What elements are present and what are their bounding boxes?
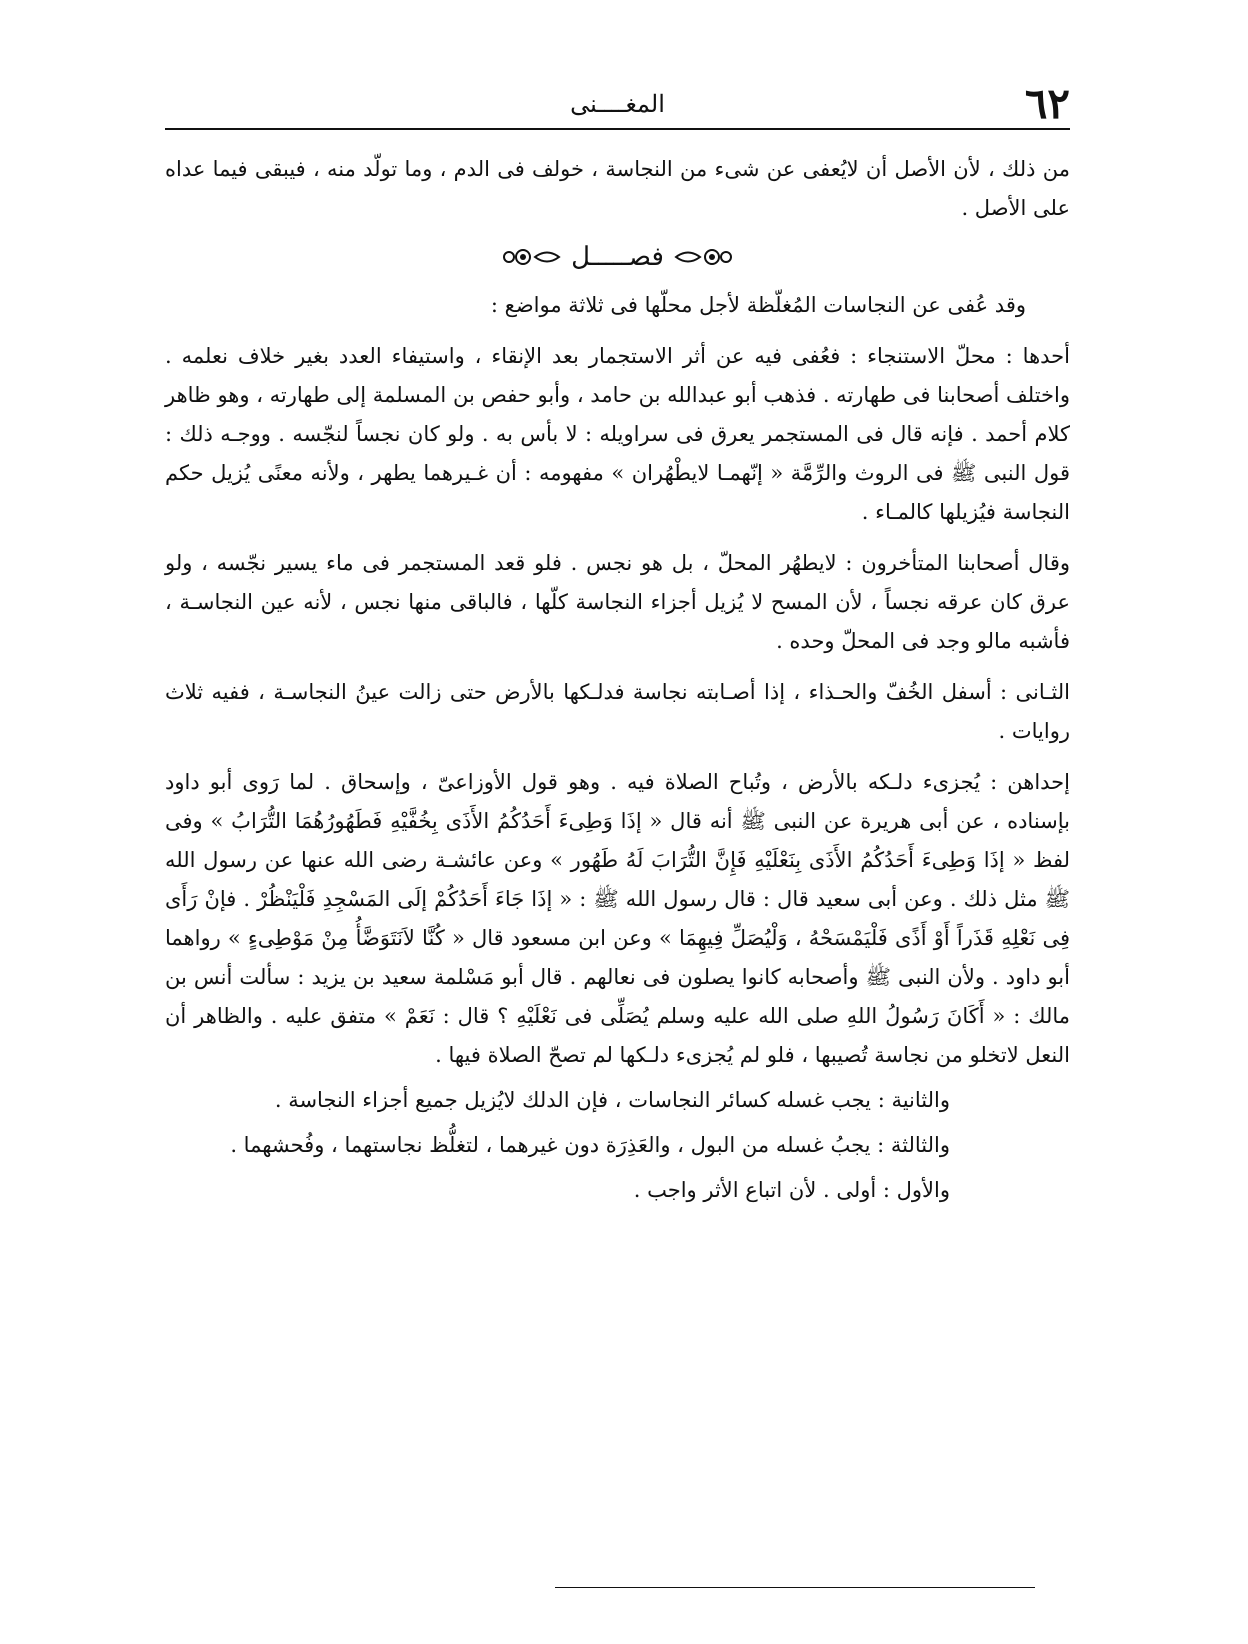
paragraph-first-narration: إحداهن : يُجزىء دلـكه بالأرض ، وتُباح الصلاة فيه . وهو قول الأوزاعىّ ، وإسحاق . لما رَوى أبو داود بإسناده ، عن أبى هريرة عن النبى ﷺ أنه قال « إذَا وَطِىءَ أَحَدُكُمُ الأَذَى بِخُفَّيْهِ فَطَهُورُهُمَا التُّرَابُ » وفى لفظ « إذَا وَطِىءَ أَحَدُكُمُ الأَذَى بِنَعْلَيْهِ فَإِنَّ التُّرَابَ لَهُ طَهُور » وعن عائشـة رضى الله عنها عن رسول الله ﷺ مثل ذلك . وعن أبى سعيد قال : قال رسول الله ﷺ : « إذَا جَاءَ أَحَدُكُمْ إلَى المَسْجِدِ فَلْيَنْظُرْ . فإنْ رَأَى فِى نَعْلِهِ قَذَراً أَوْ أَذًى فَلْيَمْسَحْهُ ، وَلْيُصَلِّ فِيهِمَا » وعن ابن مسعود قال « كُنَّا لاَنَتَوَضَّأُ مِنْ مَوْطِىءٍ » رواهما أبو داود . ولأن النبى ﷺ وأصحابه كانوا يصلون فى نعالهم . قال أبو مَسْلمة سعيد بن يزيد : سألت أنس بن مالك : « أَكَانَ رَسُولُ اللهِ صلى الله عليه وسلم يُصَلِّى فى نَعْلَيْهِ ؟ قال : نَعَمْ » متفق عليه . والظاهر أن النعل لاتخلو من نجاسة تُصيبها ، فلو لم يُجزىء دلـكها لم تصحّ الصلاة فيها . [165,770,1070,1067]
running-title: المغــــنى [570,90,665,118]
ornament-left-icon [501,244,561,270]
page-header [165,78,1070,130]
list-item-third-narration: والثالثة : يجبُ غسله من البول ، والعَذِرَة دون غيرهما ، لتغلُّظ نجاستهما ، وفُحشهما . [230,1133,950,1157]
page-body [165,150,1070,1210]
footer-divider [555,1587,1035,1588]
section-title: فصـــــل [571,242,664,272]
header-divider [165,128,1070,130]
intro-paragraph: من ذلك ، لأن الأصل أن لايُعفى عن شىء من النجاسة ، خولف فى الدم ، وما تولّد منه ، فيبقى فيما عداه على الأصل . [165,157,1070,220]
section-heading [165,232,1070,282]
paragraph-second-place: الثـانى : أسفل الخُفّ والحـذاء ، إذا أصـابته نجاسة فدلـكها بالأرض حتى زالت عينُ النجاسـة ، ففيه ثلاث روايات . [165,680,1070,743]
list-item-second-narration: والثانية : يجب غسله كسائر النجاسات ، فإن الدلك لايُزيل جميع أجزاء النجاسة . [274,1088,950,1112]
section-opening: وقد عُفى عن النجاسات المُغلّظة لأجل محلّها فى ثلاثة مواضع : [490,293,1026,317]
paragraph-first-place: أحدها : محلّ الاستنجاء : فعُفى فيه عن أثر الاستجمار بعد الإنقاء ، واستيفاء العدد بغير خلاف نعلمه . واختلف أصحابنا فى طهارته . فذهب أبو عبدالله بن حامد ، وأبو حفص بن المسلمة إلى طهارته ، وهو ظاهر كلام أحمد . فإنه قال فى المستجمر يعرق فى سراويله : لا بأس به . ولو كان نجساً لنجّسه . ووجـه ذلك : قول النبى ﷺ فى الروث والرِّمَّة « إنّهمـا لايطْهُران » مفهومه : أن غـيرهما يطهر ، ولأنه معنًى يُزيل حكم النجاسة فيُزيلها كالمـاء . [165,344,1070,524]
page-number: ٦٢ [1024,79,1070,128]
list-item-preference: والأول : أولى . لأن اتباع الأثر واجب . [633,1178,950,1202]
ornament-right-icon [674,244,734,270]
paragraph-later-companions: وقال أصحابنا المتأخرون : لايطهُر المحلّ ، بل هو نجس . فلو قعد المستجمر فى ماء يسير نجّسه ، ولو عرق كان عرقه نجساً ، لأن المسح لا يُزيل أجزاء النجاسة كلّها ، فالباقى منها نجس ، لأنه عين النجاسـة ، فأشبه مالو وجد فى المحلّ وحده . [165,551,1070,653]
